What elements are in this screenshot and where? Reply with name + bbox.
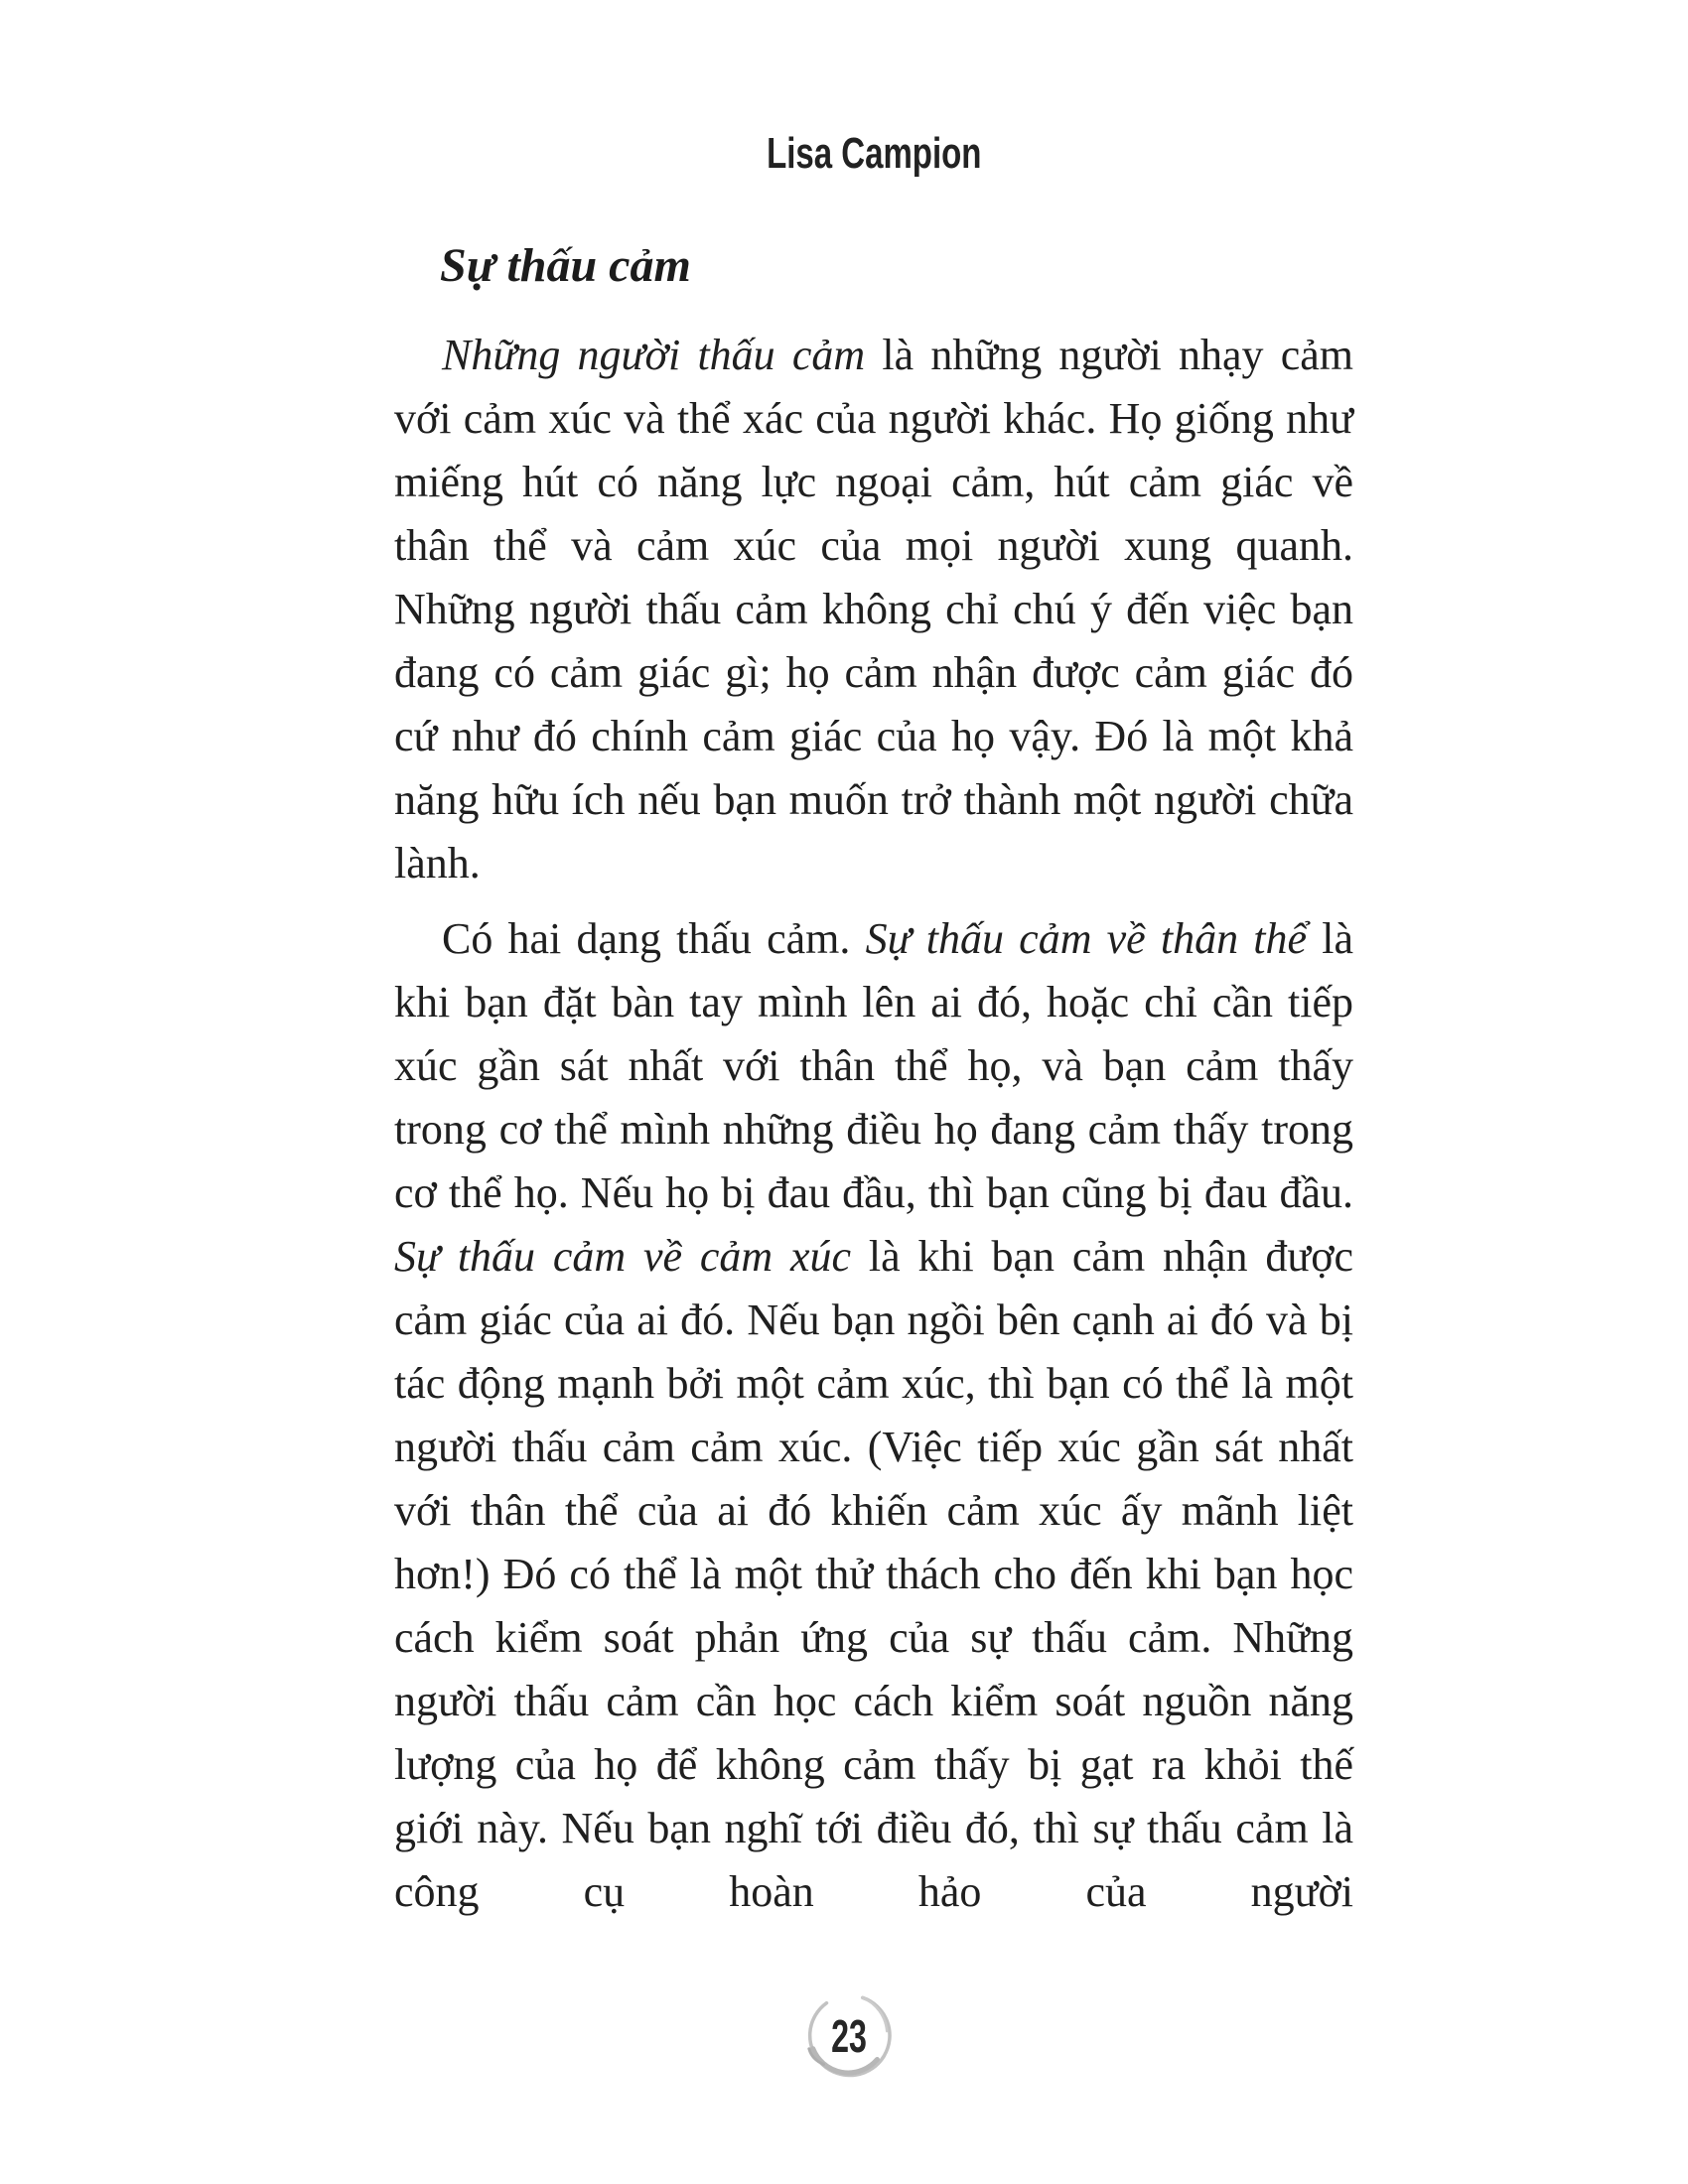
section-heading: Sự thấu cảm: [440, 239, 691, 292]
page-number: 23: [831, 2010, 867, 2062]
paragraph-segment: là khi bạn cảm nhận được cảm giác của ai đó. Nếu bạn ngồi bên cạnh ai đó và bị tác động mạnh bởi một cảm xúc, thì bạn có thể là một người thấu cảm cảm xúc. (Việc tiếp xúc gần sát nhất với thân thể của ai đó khiến cảm xúc ấy mãnh liệt hơn!) Đó có thể là một thử thách cho đến khi bạn học cách kiểm soát phản ứng của sự thấu cảm. Những người thấu cảm cần học cách kiểm soát nguồn năng lượng của họ để không cảm thấy bị gạt ra khỏi thế giới này. Nếu bạn nghĩ tới điều đó, thì sự thấu cảm là công cụ hoàn hảo của người: [394, 1232, 1353, 1916]
paragraph-segment: Sự thấu cảm về cảm xúc: [394, 1232, 852, 1281]
page-number-ornament: [800, 1987, 898, 2085]
paragraph-segment: là khi bạn đặt bàn tay mình lên ai đó, hoặc chỉ cần tiếp xúc gần sát nhất với thân thể họ, và bạn cảm thấy trong cơ thể mình những điều họ đang cảm thấy trong cơ thể họ. Nếu họ bị đau đầu, thì bạn cũng bị đau đầu.: [394, 914, 1353, 1217]
running-header-author: Lisa Campion: [766, 129, 982, 178]
paragraph: [394, 324, 1353, 895]
paragraph-segment: Có hai dạng thấu cảm.: [442, 914, 866, 963]
paragraph-segment: Những người thấu cảm: [442, 331, 866, 379]
paragraph-segment: là những người nhạy cảm với cảm xúc và thể xác của người khác. Họ giống như miếng hút có năng lực ngoại cảm, hút cảm giác về thân thể và cảm xúc của mọi người xung quanh. Những người thấu cảm không chỉ chú ý đến việc bạn đang có cảm giác gì; họ cảm nhận được cảm giác đó cứ như đó chính cảm giác của họ vậy. Đó là một khả năng hữu ích nếu bạn muốn trở thành một người chữa lành.: [394, 331, 1353, 887]
text-column: [394, 238, 1353, 1924]
running-header-row: [394, 129, 1353, 179]
paragraph: [394, 907, 1353, 1924]
paragraph-segment: Sự thấu cảm về thân thể: [865, 914, 1308, 963]
